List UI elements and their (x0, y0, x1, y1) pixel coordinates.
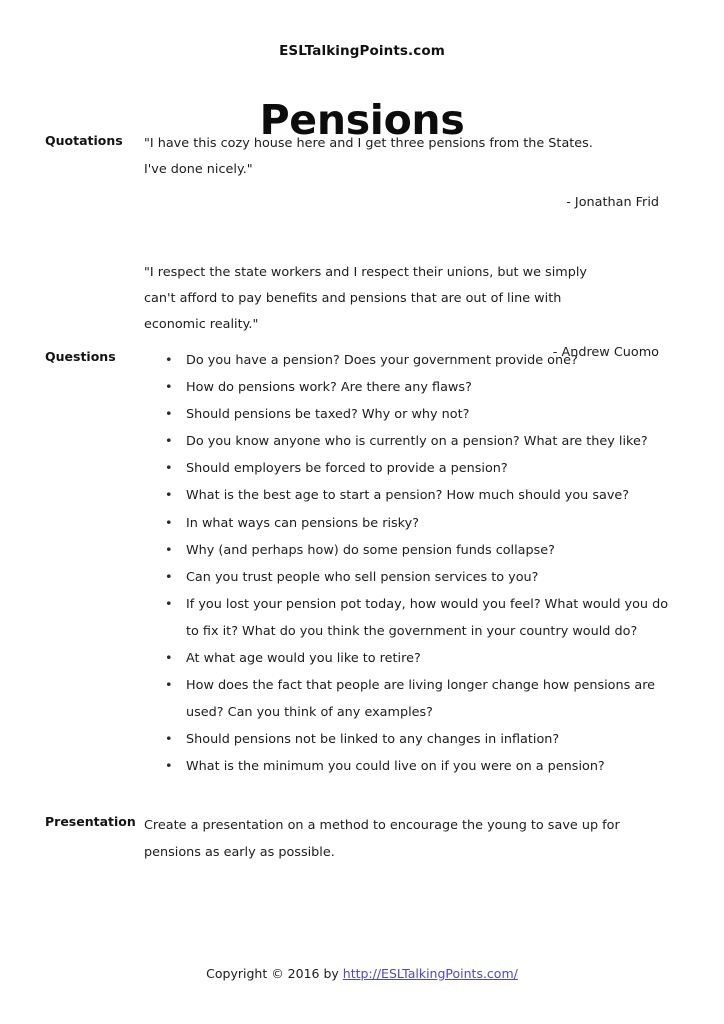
bullet-icon: • (165, 353, 173, 368)
question-item (144, 537, 679, 564)
question-text: Should pensions not be linked to any changes in inflation? (186, 732, 560, 748)
bullet-icon: • (165, 515, 173, 531)
question-text: Should pensions be taxed? Why or why not? (186, 407, 470, 423)
site-link[interactable]: http://ESLTalkingPoints.com/ (342, 966, 518, 981)
question-item (144, 428, 679, 455)
bullet-icon: • (165, 651, 173, 667)
question-item (144, 645, 679, 672)
quotation-line: can't afford to pay benefits and pensions that are out of line with (144, 291, 562, 306)
quotation-line: economic reality." (144, 317, 259, 332)
question-text: Why (and perhaps how) do some pension funds collapse? (186, 542, 555, 558)
bullet-icon: • (165, 759, 173, 775)
question-text: At what age would you like to retire? (186, 651, 421, 667)
quotation-item (144, 131, 679, 216)
presentation-body (144, 812, 679, 866)
site-name: ESLTalkingPoints.com (279, 43, 445, 59)
presentation-text: Create a presentation on a method to encourage the young to save up for pensions as early as possible. (144, 818, 620, 861)
question-item (144, 401, 679, 428)
footer (0, 965, 724, 983)
quotation-line: "I respect the state workers and I respect their unions, but we simply (144, 265, 587, 280)
question-text: In what ways can pensions be risky? (186, 515, 419, 531)
quotation-line: "I have this cozy house here and I get three pensions from the States. (144, 136, 593, 151)
bullet-icon: • (165, 596, 173, 612)
question-item (144, 482, 679, 509)
bullet-icon: • (165, 732, 173, 748)
page-title: Pensions (259, 96, 465, 145)
question-item (144, 672, 679, 726)
quotations-body (144, 131, 679, 366)
question-text: What is the minimum you could live on if you were on a pension? (186, 759, 605, 775)
quotations-label: Quotations (45, 133, 123, 148)
question-text: Do you have a pension? Does your government provide one? (186, 353, 578, 368)
question-text: What is the best age to start a pension? How much should you save? (186, 488, 630, 504)
question-item (144, 347, 679, 374)
question-item (144, 374, 679, 401)
bullet-icon: • (165, 407, 173, 423)
question-item (144, 591, 679, 645)
question-text: If you lost your pension pot today, how would you feel? What would you do to fix it? What do you think the government in your country would do? (186, 596, 669, 639)
bullet-icon: • (165, 678, 173, 694)
question-item (144, 726, 679, 753)
question-item (144, 564, 679, 591)
question-item (144, 455, 679, 482)
question-text: How does the fact that people are living longer change how pensions are used? Can you think of any examples? (186, 678, 656, 721)
questions-section (45, 347, 679, 781)
questions-list (144, 347, 679, 781)
question-text: Should employers be forced to provide a pension? (186, 461, 508, 477)
question-text: Can you trust people who sell pension services to you? (186, 569, 539, 585)
quotations-section (45, 131, 679, 366)
bullet-icon: • (165, 434, 173, 450)
question-item (144, 753, 679, 780)
copyright-text: Copyright © 2016 by (206, 966, 343, 981)
question-text: Do you know anyone who is currently on a pension? What are they like? (186, 434, 648, 450)
bullet-icon: • (165, 380, 173, 396)
bullet-icon: • (165, 542, 173, 558)
quotation-line: I've done nicely." (144, 162, 253, 177)
bullet-icon: • (165, 461, 173, 477)
presentation-section (45, 812, 679, 866)
question-text: How do pensions work? Are there any flaws? (186, 380, 472, 396)
quotation-attribution: - Jonathan Frid (566, 195, 659, 210)
questions-body (144, 347, 679, 781)
presentation-label: Presentation (45, 814, 136, 829)
bullet-icon: • (165, 488, 173, 504)
quotation-attribution: - Andrew Cuomo (552, 345, 659, 360)
question-item (144, 510, 679, 537)
questions-label: Questions (45, 349, 116, 364)
bullet-icon: • (165, 569, 173, 585)
